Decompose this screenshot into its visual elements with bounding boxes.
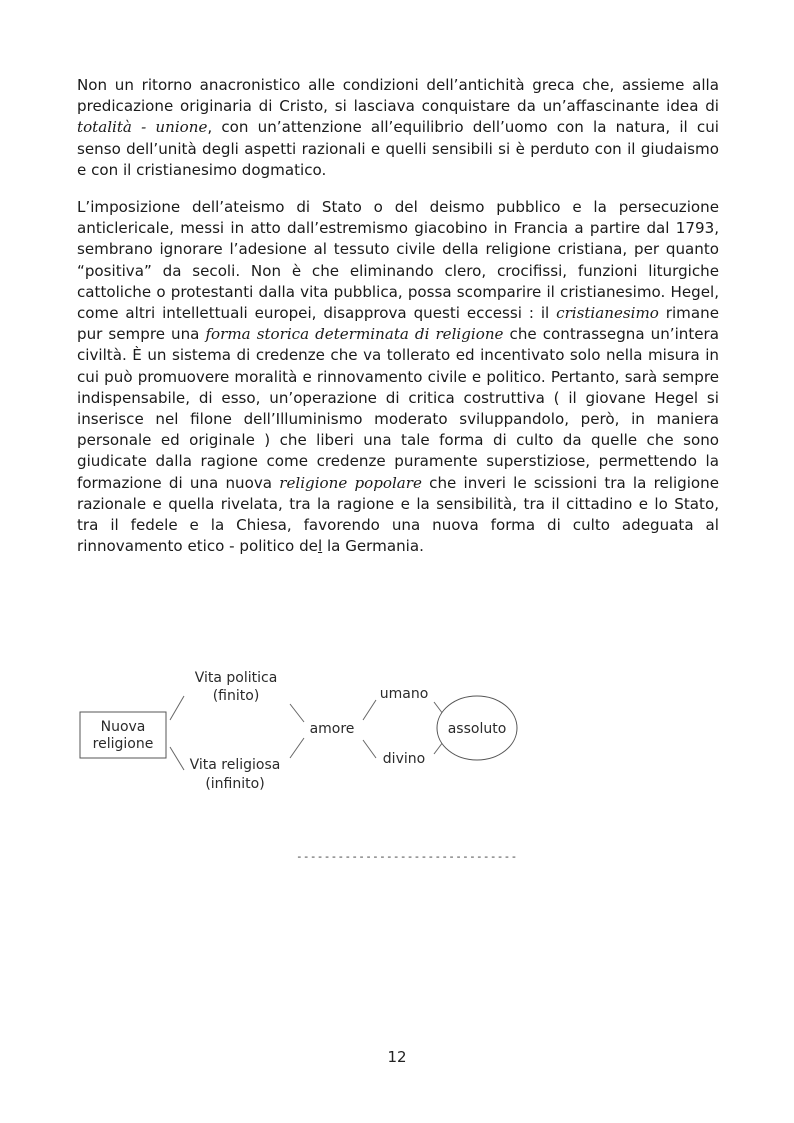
paragraph-2-text-a: L’imposizione dell’ateismo di Stato o del deismo pubblico e la persecuzione anticlericale, messi in atto dall’estremismo giacobino in Francia a partire dal 1793, sembrano ignorare l’adesione al tessuto civile della religione cristiana, per quanto “positiva” da secoli. Non è che eliminando clero, crocifissi, funzioni liturgiche cattoliche o protestanti dalla vita pubblica, possa scomparire il cristianesimo. Hegel, come altri intellettuali europei, disapprova questi eccessi : il [77,198,719,323]
paragraph-1-text-b: , con un’attenzione all’equilibrio dell’uomo con la natura, il cui senso dell’unità degli aspetti razionali e quelli sensibili si è perduto con il giudaismo e con il cristianesimo dogmatico. [77,118,719,179]
diagram-box-label-1: Nuova [100,719,146,735]
paragraph-2-emphasis-3: religione popolare [279,473,422,492]
diagram-box-label-2: religione [92,736,154,752]
diagram-center-label: amore [309,721,355,737]
paragraph-2-text-d: che inveri le scissioni tra la religione razionale e quella rivelata, tra la ragione e la sensibilità, tra il cittadino e lo Stato, tra il fedele e la Chiesa, favorendo una nuova forma di culto adeguata al rinnovamento etico - politico de [77,473,720,556]
diagram-top-label-1: Vita politica [194,670,278,686]
paragraph-1 [77,75,719,181]
diagram-bottom-label-1: Vita religiosa [189,757,281,773]
paragraph-2-text-b: rimane pur sempre una [77,304,719,344]
diagram-ellipse-label: assoluto [447,721,507,737]
connector-top-center [290,704,304,722]
diagram-right-bottom-label: divino [382,751,426,767]
paragraph-2 [77,197,719,557]
paragraph-1-emphasis: totalità - unione [77,118,208,137]
paragraph-2-text-c: che contrassegna un’intera civiltà. È un sistema di credenze che va tollerato ed incentivato solo nella misura in cui può promuovere moralità e rinnovamento civile e politico. Pertanto, sarà sempre indispensabile, di esso, un’operazione di critica costruttiva ( il giovane Hegel si inserisce nel filone dell’Illuminismo moderato sviluppandolo, però, in maniera personale ed originale ) che liberi una tale forma di culto da quelle che sono giudicate dalla ragione come credenze puramente superstiziose, permettendo la formazione di una nuova [77,325,719,492]
paragraph-2-text-e: la Germania. [322,537,424,556]
connector-center-top [363,700,376,720]
connector-bottom-center [290,738,304,758]
page-number: 12 [387,1048,407,1066]
religion-diagram [78,660,538,800]
paragraph-2-underlined: l [317,537,323,556]
paragraph-1-text-a: Non un ritorno anacronistico alle condizioni dell’antichità greca che, assieme alla predicazione originaria di Cristo, si lasciava conquistare da un’affascinante idea di [77,76,719,116]
diagram-right-top-label: umano [379,686,429,702]
section-separator: -------------------------------- [296,850,518,863]
connector-box-top [170,696,184,720]
paragraph-2-emphasis-2: forma storica determinata di religione [205,325,504,344]
connector-center-bottom [363,740,376,758]
connector-box-bottom [170,747,184,770]
diagram-top-label-2: (finito) [212,688,260,704]
paragraph-2-emphasis-1: cristianesimo [556,304,659,323]
diagram-bottom-label-2: (infinito) [205,776,265,792]
